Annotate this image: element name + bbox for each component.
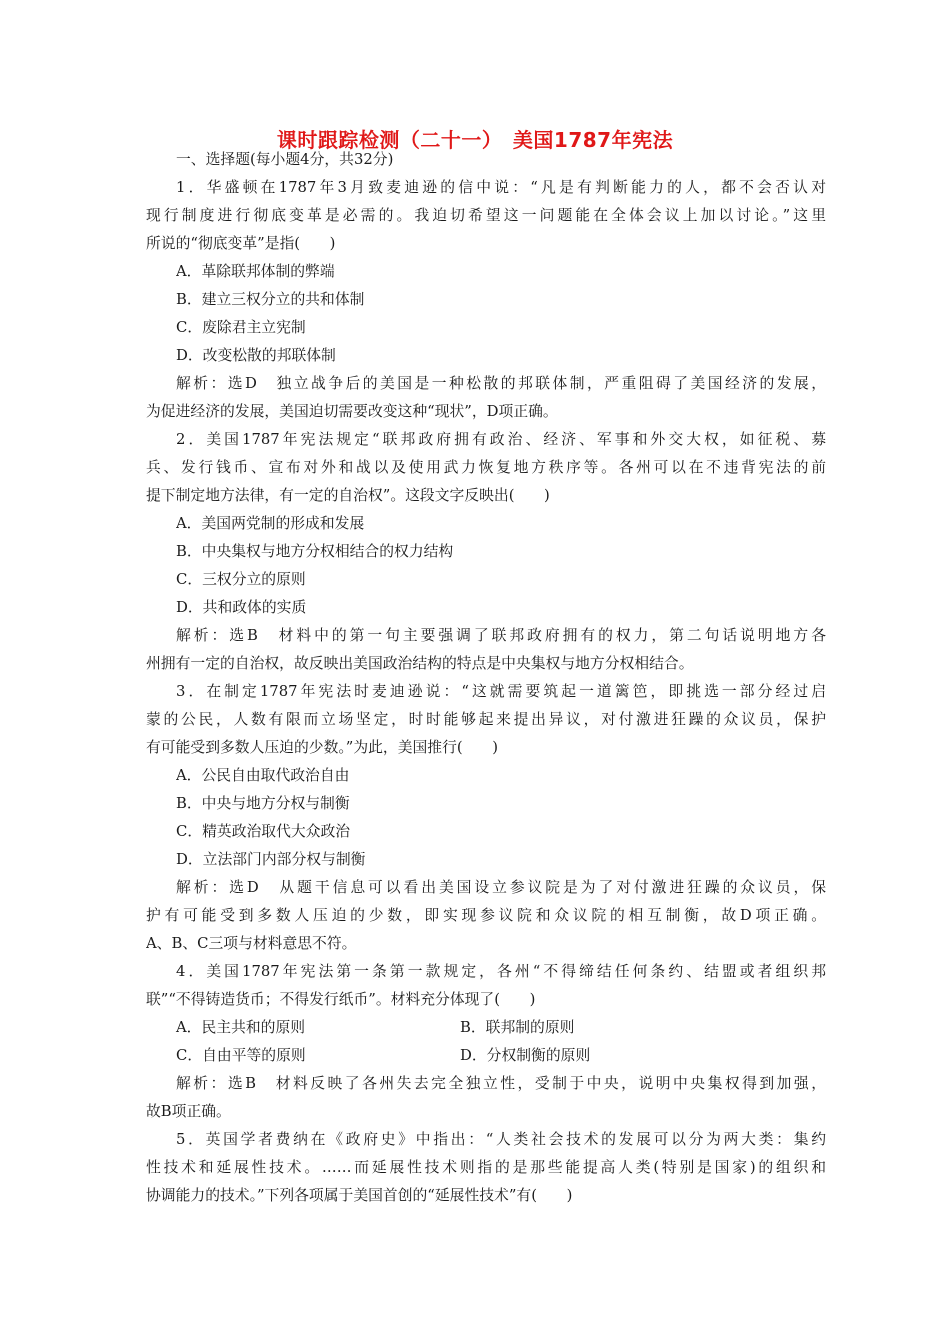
q2-option: B．中央集权与地方分权相结合的权力结构 (176, 543, 454, 560)
q3-analysis-line: A、B、C三项与材料意思不符。 (146, 935, 357, 952)
q1-option: C．废除君主立宪制 (176, 319, 306, 336)
q2-analysis-line: 解析：选B 材料中的第一句主要强调了联邦政府拥有的权力，第二句话说明地方各 (176, 627, 826, 644)
q4-option-row (176, 1018, 826, 1038)
q1-stem-line: 所说的“彻底变革”是指( ) (146, 235, 336, 252)
q3-option: C．精英政治取代大众政治 (176, 823, 351, 840)
q1-stem-line: 1．华盛顿在1787年3月致麦迪逊的信中说：“凡是有判断能力的人，都不会否认对 (176, 179, 826, 196)
section-heading: 一、选择题(每小题4分，共32分) (176, 151, 394, 168)
q5-stem-line: 5．英国学者费纳在《政府史》中指出：“人类社会技术的发展可以分为两大类：集约 (176, 1131, 826, 1148)
q4-option: A．民主共和的原则 (176, 1019, 306, 1036)
q4-option: C．自由平等的原则 (176, 1047, 306, 1064)
q2-stem-line: 兵、发行钱币、宣布对外和战以及使用武力恢复地方秩序等。各州可以在不违背宪法的前 (146, 459, 826, 476)
q3-option: A．公民自由取代政治自由 (176, 767, 350, 784)
q2-option: C．三权分立的原则 (176, 571, 306, 588)
q3-stem-line: 3．在制定1787年宪法时麦迪逊说：“这就需要筑起一道篱笆，即挑选一部分经过启 (176, 683, 826, 700)
q3-analysis-line: 护有可能受到多数人压迫的少数，即实现参议院和众议院的相互制衡，故D项正确。 (146, 907, 826, 924)
q4-stem-line: 联”“不得铸造货币；不得发行纸币”。材料充分体现了( ) (146, 991, 536, 1008)
q2-analysis-line: 州拥有一定的自治权，故反映出美国政治结构的特点是中央集权与地方分权相结合。 (146, 655, 694, 672)
q5-stem-line: 性技术和延展性技术。……而延展性技术则指的是那些能提高人类(特别是国家)的组织和 (146, 1159, 826, 1176)
q1-option: B．建立三权分立的共和体制 (176, 291, 365, 308)
q4-analysis-line: 故B项正确。 (146, 1103, 231, 1120)
q1-analysis-line: 解析：选D 独立战争后的美国是一种松散的邦联体制，严重阻碍了美国经济的发展， (176, 375, 826, 392)
q1-option: D．改变松散的邦联体制 (176, 347, 336, 364)
q4-option: B．联邦制的原则 (460, 1019, 575, 1036)
q1-analysis-line: 为促进经济的发展，美国迫切需要改变这种“现状”，D项正确。 (146, 403, 558, 420)
q3-stem-line: 蒙的公民，人数有限而立场坚定，时时能够起来提出异议，对付激进狂躁的众议员，保护 (146, 711, 826, 728)
q2-stem-line: 2．美国1787年宪法规定“联邦政府拥有政治、经济、军事和外交大权，如征税、募 (176, 431, 826, 448)
q4-option-row (176, 1046, 826, 1066)
q1-option: A．革除联邦体制的弊端 (176, 263, 335, 280)
q3-option: D．立法部门内部分权与制衡 (176, 851, 366, 868)
q5-stem-line: 协调能力的技术。”下列各项属于美国首创的“延展性技术”有( ) (146, 1187, 573, 1204)
page-title: 课时跟踪检测（二十一） 美国1787年宪法 (276, 128, 674, 152)
q4-analysis-line: 解析：选B 材料反映了各州失去完全独立性，受制于中央，说明中央集权得到加强， (176, 1075, 826, 1092)
q3-option: B．中央与地方分权与制衡 (176, 795, 350, 812)
q4-stem-line: 4．美国1787年宪法第一条第一款规定，各州“不得缔结任何条约、结盟或者组织邦 (176, 963, 826, 980)
q4-option: D．分权制衡的原则 (460, 1047, 591, 1064)
q2-stem-line: 提下制定地方法律，有一定的自治权”。这段文字反映出( ) (146, 487, 550, 504)
q1-stem-line: 现行制度进行彻底变革是必需的。我迫切希望这一问题能在全体会议上加以讨论。”这里 (146, 207, 826, 224)
q3-analysis-line: 解析：选D 从题干信息可以看出美国设立参议院是为了对付激进狂躁的众议员，保 (176, 879, 826, 896)
q2-option: A．美国两党制的形成和发展 (176, 515, 365, 532)
q2-option: D．共和政体的实质 (176, 599, 307, 616)
q3-stem-line: 有可能受到多数人压迫的少数。”为此，美国推行( ) (146, 739, 499, 756)
